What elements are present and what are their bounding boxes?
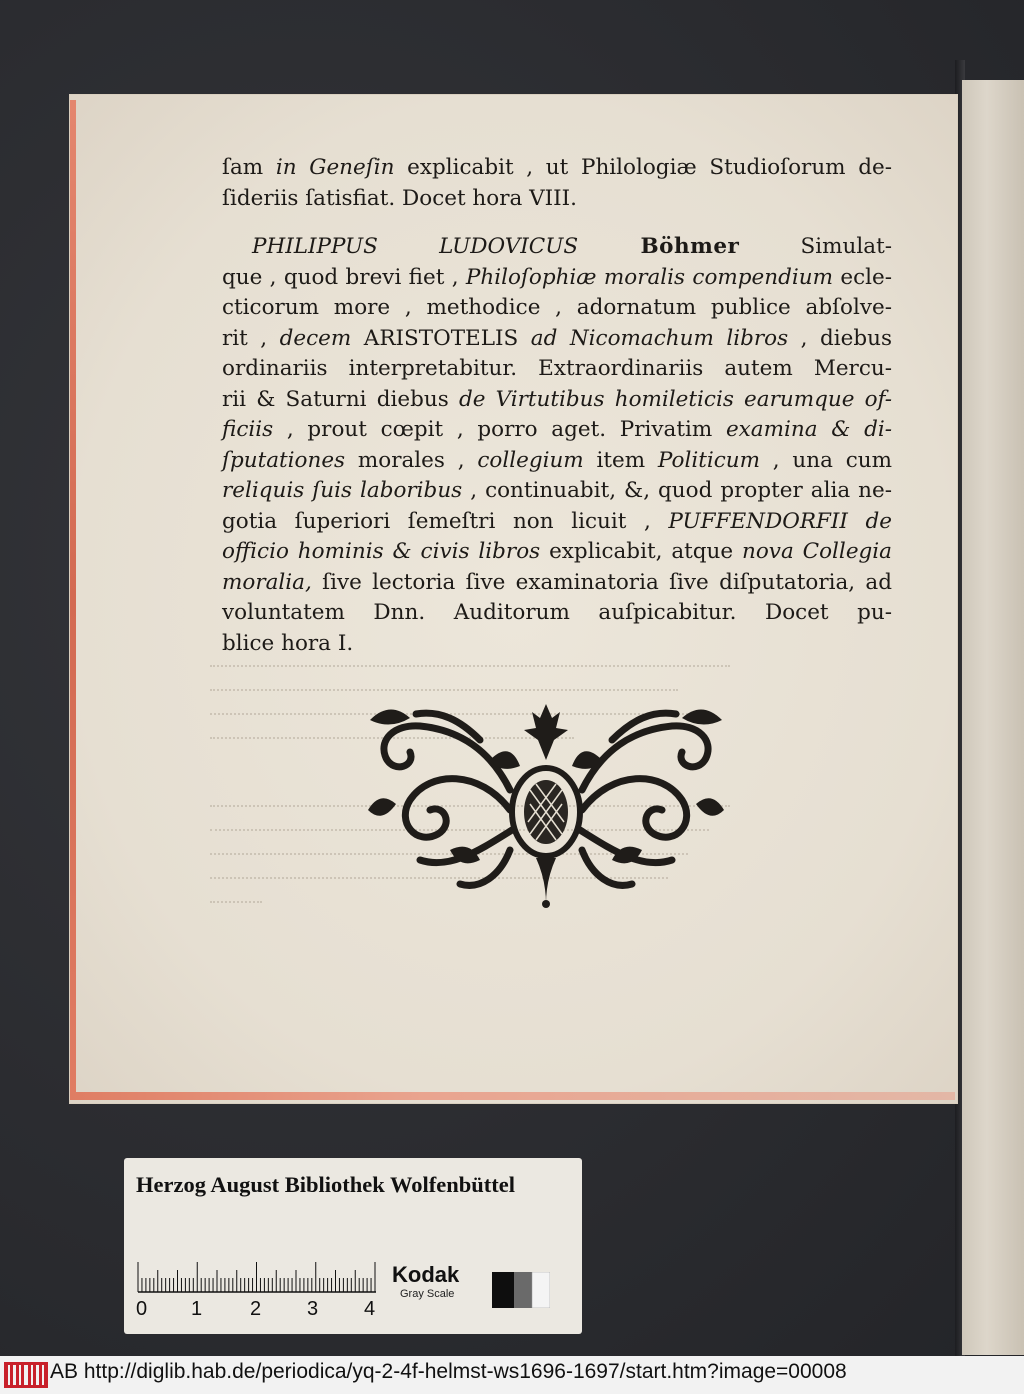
- text-line: [222, 263, 892, 294]
- text-line: [222, 293, 892, 324]
- text-run: ecle-: [833, 264, 892, 290]
- next-page-edge: [962, 80, 1024, 1355]
- text-run: , prout cœpit , porro aget. Privatim: [273, 417, 726, 442]
- text-run: , diebus: [788, 325, 893, 351]
- text-run: ſideriis ſatisfiat. Docet hora VIII.: [222, 185, 577, 211]
- text-line: [222, 537, 892, 568]
- text-run: officio hominis & civis libros: [222, 539, 541, 564]
- text-run: blice hora I.: [222, 630, 354, 656]
- text-run: nova Collegia: [742, 539, 892, 564]
- text-run: ARISTOTELIS: [351, 325, 531, 351]
- text-run: explicabit , ut Philologiæ Studioſorum de-: [394, 155, 892, 180]
- text-run: ad Nicomachum libros: [530, 325, 789, 351]
- scale-number-0: 0: [136, 1298, 148, 1320]
- text-run: moralia,: [222, 569, 312, 595]
- text-line: [222, 476, 892, 507]
- text-run: ſive lectoria ſive examinatoria ſive diſputatoria, ad: [311, 569, 892, 595]
- text-run: PUFFENDORFII de: [668, 508, 893, 534]
- page-url[interactable]: AB http://diglib.hab.de/periodica/yq-2-4f-helmst-ws1696-1697/start.htm?image=00008: [50, 1360, 847, 1383]
- scale-number-3: 3: [307, 1298, 319, 1320]
- text-run: ordinariis interpretabitur. Extraordinariis autem Mercu-: [222, 356, 892, 381]
- text-run: Politicum: [657, 447, 761, 473]
- text-run: examina & di-: [725, 417, 892, 442]
- text-run: morales ,: [345, 447, 478, 473]
- text-run: Simulat-: [739, 234, 892, 259]
- text-run: , continuabit, &, quod propter alia ne-: [462, 478, 892, 503]
- text-line: [222, 153, 892, 184]
- text-run: voluntatem Dnn. Auditorum auſpicabitur. Docet pu-: [222, 600, 892, 625]
- text-run: PHILIPPUS LUDOVICUS: [252, 234, 579, 259]
- text-line: [222, 568, 892, 599]
- text-run: ſam: [222, 155, 276, 180]
- barcode-icon: [4, 1362, 48, 1388]
- text-run: de Virtutibus homileticis earumque of-: [458, 386, 893, 412]
- text-line: [222, 629, 892, 660]
- text-run: cticorum more , methodice , adornatum publice abſolve-: [222, 295, 892, 320]
- text-line: [222, 385, 892, 416]
- paragraph-2: [222, 232, 892, 659]
- text-line: [222, 232, 892, 263]
- scale-number-4: 4: [364, 1298, 376, 1320]
- text-run: reliquis ſuis laboribus: [222, 478, 463, 503]
- printers-ornament-icon: [360, 700, 732, 910]
- text-line: [222, 507, 892, 538]
- paragraph-1: [222, 153, 892, 214]
- text-run: ſputationes: [222, 447, 346, 473]
- text-line: [222, 446, 892, 477]
- text-line: [222, 415, 892, 446]
- text-run: rit ,: [222, 325, 280, 351]
- text-run: que , quod brevi fiet ,: [222, 264, 466, 290]
- page-text: [222, 153, 892, 659]
- gray-swatches-icon: [492, 1272, 550, 1308]
- text-run: Philoſophiæ moralis compendium: [465, 264, 834, 290]
- text-run: , una cum: [760, 447, 893, 473]
- library-name: Herzog August Bibliothek Wolfenbüttel: [136, 1172, 515, 1197]
- page-red-edge-left: [70, 100, 76, 1100]
- text-line: [222, 598, 892, 629]
- kodak-logo: Kodak: [392, 1262, 460, 1287]
- text-line: [222, 354, 892, 385]
- text-run: rii & Saturni diebus: [222, 386, 459, 412]
- text-run: in Geneſin: [275, 155, 395, 180]
- text-run: decem: [279, 325, 352, 351]
- text-run: explicabit, atque: [540, 539, 743, 564]
- text-line: [222, 184, 892, 215]
- text-line: [222, 324, 892, 355]
- text-run: ficiis: [222, 417, 274, 442]
- text-run: collegium: [477, 447, 584, 473]
- scale-number-2: 2: [250, 1298, 262, 1320]
- ruler-icon: [136, 1258, 378, 1294]
- text-run: Böhmer: [578, 234, 740, 259]
- text-run: item: [583, 447, 658, 473]
- text-run: gotia ſuperiori ſemeſtri non licuit ,: [222, 508, 669, 534]
- gray-scale-caption: Gray Scale: [400, 1288, 455, 1300]
- page-red-edge-bottom: [70, 1092, 955, 1100]
- scale-number-1: 1: [191, 1298, 203, 1320]
